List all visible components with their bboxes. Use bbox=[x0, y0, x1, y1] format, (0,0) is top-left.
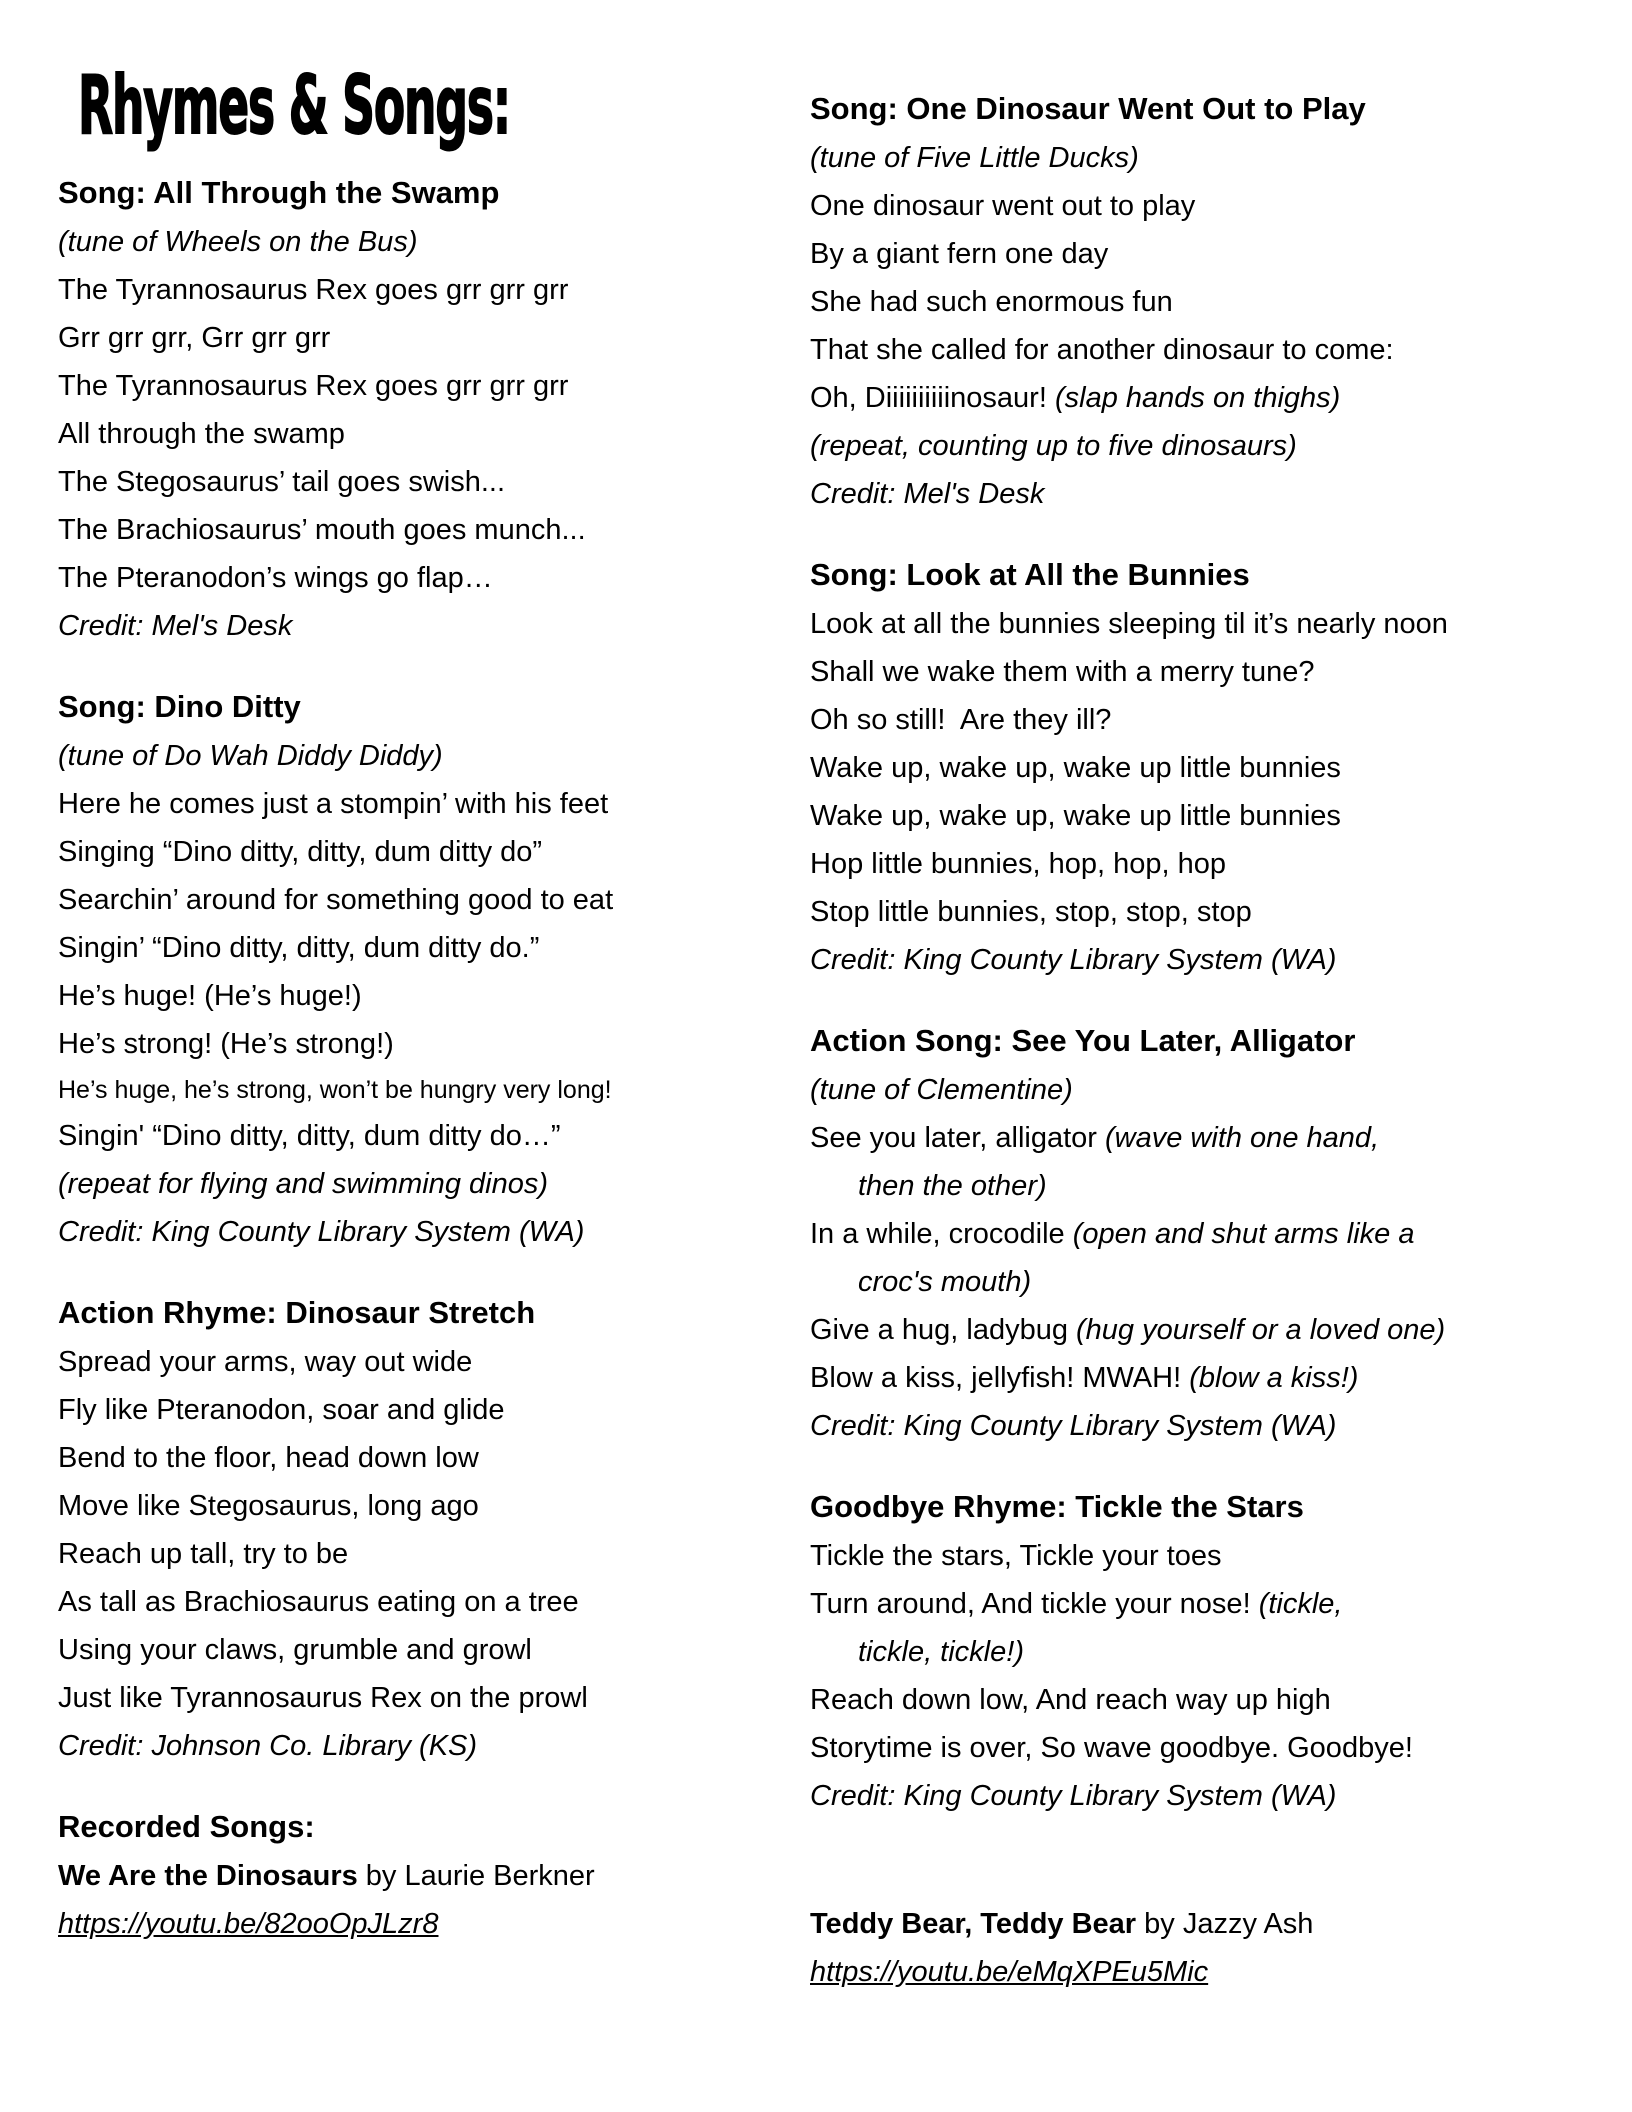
text-segment: We Are the Dinosaurs bbox=[58, 1860, 358, 1892]
text-segment: Singin’ “Dino ditty, ditty, dum ditty do.” bbox=[58, 932, 540, 964]
text-segment: (hug yourself or a loved one) bbox=[1076, 1314, 1446, 1346]
text-segment: Credit: King County Library System (WA) bbox=[810, 944, 1337, 976]
lyric-line bbox=[810, 326, 1594, 374]
lyric-line bbox=[58, 410, 810, 458]
lyric-line bbox=[58, 1674, 810, 1722]
lyric-line bbox=[58, 218, 810, 266]
text-segment: Reach down low, And reach way up high bbox=[810, 1684, 1331, 1716]
lyric-line bbox=[58, 828, 810, 876]
text-segment: The Tyrannosaurus Rex goes grr grr grr bbox=[58, 274, 569, 306]
text-segment: Grr grr grr, Grr grr grr bbox=[58, 322, 331, 354]
text-segment: Searchin’ around for something good to eat bbox=[58, 884, 614, 916]
text-segment: She had such enormous fun bbox=[810, 286, 1173, 318]
song-heading: Song: Dino Ditty bbox=[58, 689, 301, 724]
text-segment: (open and shut arms like a bbox=[1072, 1218, 1415, 1250]
right-column bbox=[810, 58, 1594, 1996]
lyric-line bbox=[810, 744, 1594, 792]
song-section bbox=[58, 1288, 810, 1770]
text-segment: (tune of Do Wah Diddy Diddy) bbox=[58, 740, 443, 772]
lyric-line bbox=[810, 1628, 1594, 1676]
lyric-line bbox=[58, 362, 810, 410]
text-segment: by Laurie Berkner bbox=[357, 1860, 595, 1892]
lyric-line bbox=[810, 888, 1594, 936]
text-segment: One dinosaur went out to play bbox=[810, 190, 1196, 222]
lyric-line bbox=[58, 732, 810, 780]
text-segment: Credit: King County Library System (WA) bbox=[810, 1410, 1337, 1442]
text-segment: See you later, alligator bbox=[810, 1122, 1106, 1154]
text-segment: Using your claws, grumble and growl bbox=[58, 1634, 532, 1666]
text-segment: Give a hug, ladybug bbox=[810, 1314, 1077, 1346]
song-section bbox=[810, 84, 1594, 518]
left-column bbox=[58, 58, 810, 1948]
text-segment: Credit: Johnson Co. Library (KS) bbox=[58, 1730, 478, 1762]
text-segment: (repeat for flying and swimming dinos) bbox=[58, 1168, 548, 1200]
lyric-line bbox=[58, 1626, 810, 1674]
text-segment: That she called for another dinosaur to come: bbox=[810, 334, 1394, 366]
text-segment: In a while, crocodile bbox=[810, 1218, 1073, 1250]
song-heading: Action Song: See You Later, Alligator bbox=[810, 1023, 1356, 1058]
lyric-line bbox=[810, 792, 1594, 840]
song-section bbox=[810, 1482, 1594, 1820]
lyric-line bbox=[810, 134, 1594, 182]
text-segment: Credit: King County Library System (WA) bbox=[810, 1780, 1337, 1812]
lyric-line bbox=[810, 1724, 1594, 1772]
lyric-line bbox=[58, 1208, 810, 1256]
lyric-line bbox=[58, 458, 810, 506]
lyric-line bbox=[58, 1578, 810, 1626]
text-segment: Oh so still! Are they ill? bbox=[810, 704, 1112, 736]
lyric-line bbox=[810, 648, 1594, 696]
text-segment: Just like Tyrannosaurus Rex on the prowl bbox=[58, 1682, 588, 1714]
text-segment: Hop little bunnies, hop, hop, hop bbox=[810, 848, 1226, 880]
lyric-line bbox=[58, 924, 810, 972]
text-segment: Teddy Bear, Teddy Bear bbox=[810, 1908, 1137, 1940]
lyric-line bbox=[810, 1306, 1594, 1354]
text-segment: (tune of Wheels on the Bus) bbox=[58, 226, 418, 258]
text-segment: (tune of Clementine) bbox=[810, 1074, 1073, 1106]
lyric-line bbox=[58, 314, 810, 362]
lyric-line bbox=[810, 470, 1594, 518]
lyric-line bbox=[810, 936, 1594, 984]
text-segment: tickle, tickle!) bbox=[858, 1636, 1024, 1668]
song-heading: Song: One Dinosaur Went Out to Play bbox=[810, 91, 1366, 126]
lyric-line bbox=[58, 972, 810, 1020]
lyric-line bbox=[810, 230, 1594, 278]
text-segment: Credit: King County Library System (WA) bbox=[58, 1216, 585, 1248]
text-segment: As tall as Brachiosaurus eating on a tree bbox=[58, 1586, 579, 1618]
text-segment: Fly like Pteranodon, soar and glide bbox=[58, 1394, 505, 1426]
text-segment: Turn around, And tickle your nose! bbox=[810, 1588, 1259, 1620]
song-heading: Action Rhyme: Dinosaur Stretch bbox=[58, 1295, 536, 1330]
youtube-link[interactable]: https://youtu.be/eMqXPEu5Mic bbox=[810, 1956, 1209, 1988]
right-column-sections bbox=[810, 84, 1594, 1996]
text-segment: The Brachiosaurus’ mouth goes munch... bbox=[58, 514, 586, 546]
lyric-line bbox=[58, 1020, 810, 1068]
lyric-line bbox=[810, 696, 1594, 744]
lyric-line bbox=[58, 1434, 810, 1482]
text-segment: The Tyrannosaurus Rex goes grr grr grr bbox=[58, 370, 569, 402]
text-segment: Blow a kiss, jellyfish! MWAH! bbox=[810, 1362, 1190, 1394]
song-heading: Song: Look at All the Bunnies bbox=[810, 557, 1250, 592]
lyric-line bbox=[58, 1852, 810, 1900]
lyric-line bbox=[58, 876, 810, 924]
text-segment: (tickle, bbox=[1258, 1588, 1343, 1620]
text-segment: Spread your arms, way out wide bbox=[58, 1346, 473, 1378]
lyric-line bbox=[810, 1162, 1594, 1210]
text-segment: All through the swamp bbox=[58, 418, 345, 450]
song-section bbox=[810, 550, 1594, 984]
lyric-line bbox=[810, 1772, 1594, 1820]
text-segment: He’s strong! (He’s strong!) bbox=[58, 1028, 394, 1060]
song-heading: Song: All Through the Swamp bbox=[58, 175, 500, 210]
page-title: Rhymes & Songs: bbox=[78, 59, 510, 152]
lyric-line bbox=[810, 374, 1594, 422]
lyric-line bbox=[58, 1530, 810, 1578]
lyric-line bbox=[58, 554, 810, 602]
text-segment: Wake up, wake up, wake up little bunnies bbox=[810, 800, 1341, 832]
text-segment: Stop little bunnies, stop, stop, stop bbox=[810, 896, 1252, 928]
lyric-line bbox=[810, 1532, 1594, 1580]
lyric-line bbox=[58, 780, 810, 828]
lyric-line bbox=[58, 1338, 810, 1386]
text-segment: The Stegosaurus’ tail goes swish... bbox=[58, 466, 506, 498]
song-section bbox=[58, 1802, 810, 1948]
lyric-line bbox=[58, 1482, 810, 1530]
text-segment: by Jazzy Ash bbox=[1136, 1908, 1314, 1940]
lyric-line bbox=[58, 1112, 810, 1160]
song-heading: Recorded Songs: bbox=[58, 1809, 315, 1844]
song-section bbox=[810, 1900, 1594, 1996]
link-line bbox=[810, 1948, 1594, 1996]
song-section bbox=[58, 168, 810, 650]
lyric-line bbox=[810, 1354, 1594, 1402]
text-segment: Reach up tall, try to be bbox=[58, 1538, 349, 1570]
lyric-line bbox=[810, 422, 1594, 470]
text-segment: Wake up, wake up, wake up little bunnies bbox=[810, 752, 1341, 784]
lyric-line bbox=[810, 278, 1594, 326]
text-segment: Look at all the bunnies sleeping til it’s nearly noon bbox=[810, 608, 1448, 640]
lyric-line bbox=[58, 1068, 810, 1112]
text-segment: (tune of Five Little Ducks) bbox=[810, 142, 1139, 174]
lyric-line bbox=[810, 1258, 1594, 1306]
lyric-line bbox=[58, 1160, 810, 1208]
lyric-line bbox=[810, 1580, 1594, 1628]
text-segment: He’s huge, he’s strong, won’t be hungry very long! bbox=[58, 1076, 612, 1104]
text-segment: Shall we wake them with a merry tune? bbox=[810, 656, 1315, 688]
text-segment: Credit: Mel's Desk bbox=[58, 610, 293, 642]
lyric-line bbox=[810, 600, 1594, 648]
link-line bbox=[58, 1900, 810, 1948]
text-segment: Singing “Dino ditty, ditty, dum ditty do” bbox=[58, 836, 543, 868]
text-segment: Credit: Mel's Desk bbox=[810, 478, 1045, 510]
left-column-sections bbox=[58, 168, 810, 1948]
text-segment: The Pteranodon’s wings go flap… bbox=[58, 562, 493, 594]
text-segment: Bend to the floor, head down low bbox=[58, 1442, 479, 1474]
lyric-line bbox=[58, 602, 810, 650]
text-segment: then the other) bbox=[858, 1170, 1047, 1202]
text-segment: (blow a kiss!) bbox=[1189, 1362, 1359, 1394]
text-segment: Move like Stegosaurus, long ago bbox=[58, 1490, 479, 1522]
text-segment: croc's mouth) bbox=[858, 1266, 1032, 1298]
song-section bbox=[810, 1016, 1594, 1450]
lyric-line bbox=[810, 1114, 1594, 1162]
text-segment: He’s huge! (He’s huge!) bbox=[58, 980, 362, 1012]
song-heading: Goodbye Rhyme: Tickle the Stars bbox=[810, 1489, 1304, 1524]
two-column-layout bbox=[58, 58, 1594, 1996]
song-section bbox=[58, 682, 810, 1256]
text-segment: Storytime is over, So wave goodbye. Goodbye! bbox=[810, 1732, 1413, 1764]
lyric-line bbox=[810, 1066, 1594, 1114]
text-segment: Oh, Diiiiiiiiiinosaur! bbox=[810, 382, 1055, 414]
text-segment: (slap hands on thighs) bbox=[1054, 382, 1341, 414]
text-segment: Tickle the stars, Tickle your toes bbox=[810, 1540, 1222, 1572]
text-segment: By a giant fern one day bbox=[810, 238, 1109, 270]
text-segment: Singin' “Dino ditty, ditty, dum ditty do…” bbox=[58, 1120, 561, 1152]
lyric-line bbox=[810, 1402, 1594, 1450]
youtube-link[interactable]: https://youtu.be/82ooOpJLzr8 bbox=[58, 1908, 439, 1940]
lyric-line bbox=[58, 506, 810, 554]
lyric-line bbox=[810, 840, 1594, 888]
lyric-line bbox=[810, 1210, 1594, 1258]
text-segment: (repeat, counting up to five dinosaurs) bbox=[810, 430, 1297, 462]
lyric-line bbox=[58, 1386, 810, 1434]
text-segment: Here he comes just a stompin’ with his feet bbox=[58, 788, 609, 820]
lyric-line bbox=[810, 1900, 1594, 1948]
lyric-line bbox=[810, 1676, 1594, 1724]
lyric-line bbox=[810, 182, 1594, 230]
lyric-line bbox=[58, 266, 810, 314]
lyric-line bbox=[58, 1722, 810, 1770]
text-segment: (wave with one hand, bbox=[1105, 1122, 1380, 1154]
